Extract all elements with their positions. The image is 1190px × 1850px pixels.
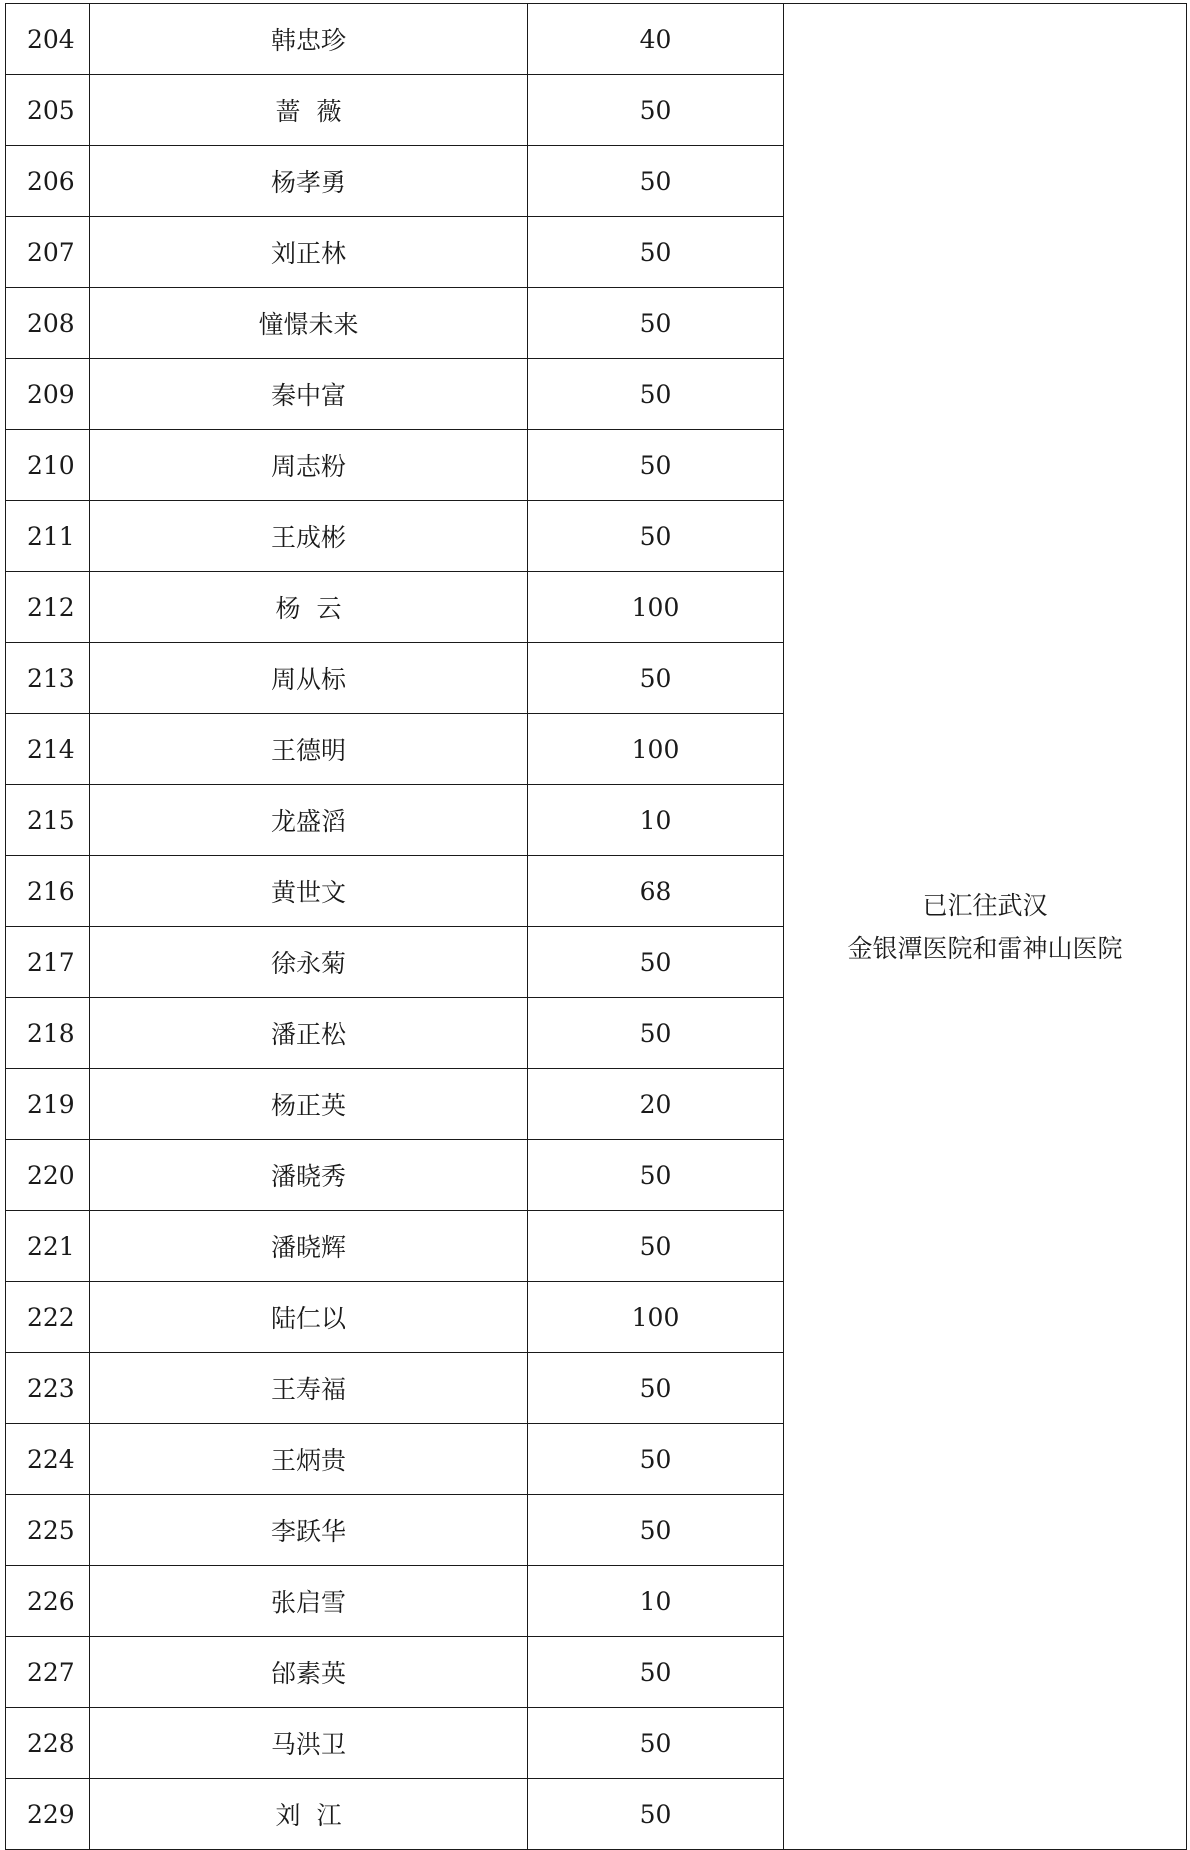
donor-name-cell: 李跃华 (90, 1495, 528, 1566)
donor-name-cell: 刘 江 (90, 1779, 528, 1850)
donation-amount-cell: 10 (528, 1566, 784, 1637)
row-number-cell: 211 (6, 501, 90, 572)
row-number-cell: 226 (6, 1566, 90, 1637)
row-number-cell: 217 (6, 927, 90, 998)
remittance-note-cell (784, 4, 1187, 1850)
donation-amount-cell: 50 (528, 430, 784, 501)
donor-name-cell: 黄世文 (90, 856, 528, 927)
donor-name-cell: 杨 云 (90, 572, 528, 643)
row-number-cell: 205 (6, 75, 90, 146)
donation-amount-cell: 20 (528, 1069, 784, 1140)
donor-name-cell: 憧憬未来 (90, 288, 528, 359)
donation-amount-cell: 50 (528, 501, 784, 572)
donation-amount-cell: 100 (528, 572, 784, 643)
donor-name-cell: 邰素英 (90, 1637, 528, 1708)
row-number-cell: 213 (6, 643, 90, 714)
donation-amount-cell: 100 (528, 1282, 784, 1353)
donor-name-cell: 周从标 (90, 643, 528, 714)
donation-amount-cell: 50 (528, 75, 784, 146)
row-number-cell: 219 (6, 1069, 90, 1140)
donation-amount-cell: 50 (528, 1140, 784, 1211)
donor-name-cell: 周志粉 (90, 430, 528, 501)
donation-amount-cell: 50 (528, 643, 784, 714)
donation-amount-cell: 50 (528, 146, 784, 217)
donation-amount-cell: 50 (528, 1353, 784, 1424)
table-row (6, 4, 1187, 75)
donor-name-cell: 陆仁以 (90, 1282, 528, 1353)
row-number-cell: 229 (6, 1779, 90, 1850)
row-number-cell: 224 (6, 1424, 90, 1495)
donation-amount-cell: 10 (528, 785, 784, 856)
donation-amount-cell: 50 (528, 217, 784, 288)
donor-name-cell: 刘正林 (90, 217, 528, 288)
row-number-cell: 208 (6, 288, 90, 359)
remittance-note-line: 金银潭医院和雷神山医院 (847, 933, 1123, 963)
row-number-cell: 220 (6, 1140, 90, 1211)
donor-name-cell: 潘晓秀 (90, 1140, 528, 1211)
donor-name-cell: 杨正英 (90, 1069, 528, 1140)
row-number-cell: 218 (6, 998, 90, 1069)
donor-name-cell: 潘晓辉 (90, 1211, 528, 1282)
row-number-cell: 216 (6, 856, 90, 927)
donation-amount-cell: 50 (528, 1779, 784, 1850)
row-number-cell: 227 (6, 1637, 90, 1708)
donation-amount-cell: 50 (528, 1495, 784, 1566)
donation-table-body (6, 4, 1187, 1850)
donor-name-cell: 秦中富 (90, 359, 528, 430)
donor-name-cell: 马洪卫 (90, 1708, 528, 1779)
donor-name-cell: 韩忠珍 (90, 4, 528, 75)
donor-name-cell: 张启雪 (90, 1566, 528, 1637)
donation-amount-cell: 50 (528, 998, 784, 1069)
row-number-cell: 221 (6, 1211, 90, 1282)
row-number-cell: 222 (6, 1282, 90, 1353)
donor-name-cell: 王成彬 (90, 501, 528, 572)
donor-name-cell: 王德明 (90, 714, 528, 785)
donation-amount-cell: 50 (528, 927, 784, 998)
donor-name-cell: 杨孝勇 (90, 146, 528, 217)
donation-amount-cell: 40 (528, 4, 784, 75)
row-number-cell: 214 (6, 714, 90, 785)
row-number-cell: 212 (6, 572, 90, 643)
donor-name-cell: 王炳贵 (90, 1424, 528, 1495)
donation-amount-cell: 68 (528, 856, 784, 927)
donation-amount-cell: 50 (528, 288, 784, 359)
donor-name-cell: 潘正松 (90, 998, 528, 1069)
donor-name-cell: 龙盛滔 (90, 785, 528, 856)
donation-amount-cell: 50 (528, 1211, 784, 1282)
remittance-note-line: 已汇往武汉 (922, 890, 1048, 920)
row-number-cell: 207 (6, 217, 90, 288)
row-number-cell: 228 (6, 1708, 90, 1779)
row-number-cell: 209 (6, 359, 90, 430)
donor-name-cell: 蔷 薇 (90, 75, 528, 146)
row-number-cell: 223 (6, 1353, 90, 1424)
row-number-cell: 210 (6, 430, 90, 501)
donor-name-cell: 徐永菊 (90, 927, 528, 998)
donation-amount-cell: 50 (528, 359, 784, 430)
donation-amount-cell: 50 (528, 1424, 784, 1495)
donor-name-cell: 王寿福 (90, 1353, 528, 1424)
row-number-cell: 204 (6, 4, 90, 75)
donation-amount-cell: 100 (528, 714, 784, 785)
donation-amount-cell: 50 (528, 1637, 784, 1708)
row-number-cell: 225 (6, 1495, 90, 1566)
donation-table (5, 3, 1187, 1850)
row-number-cell: 215 (6, 785, 90, 856)
row-number-cell: 206 (6, 146, 90, 217)
donation-amount-cell: 50 (528, 1708, 784, 1779)
